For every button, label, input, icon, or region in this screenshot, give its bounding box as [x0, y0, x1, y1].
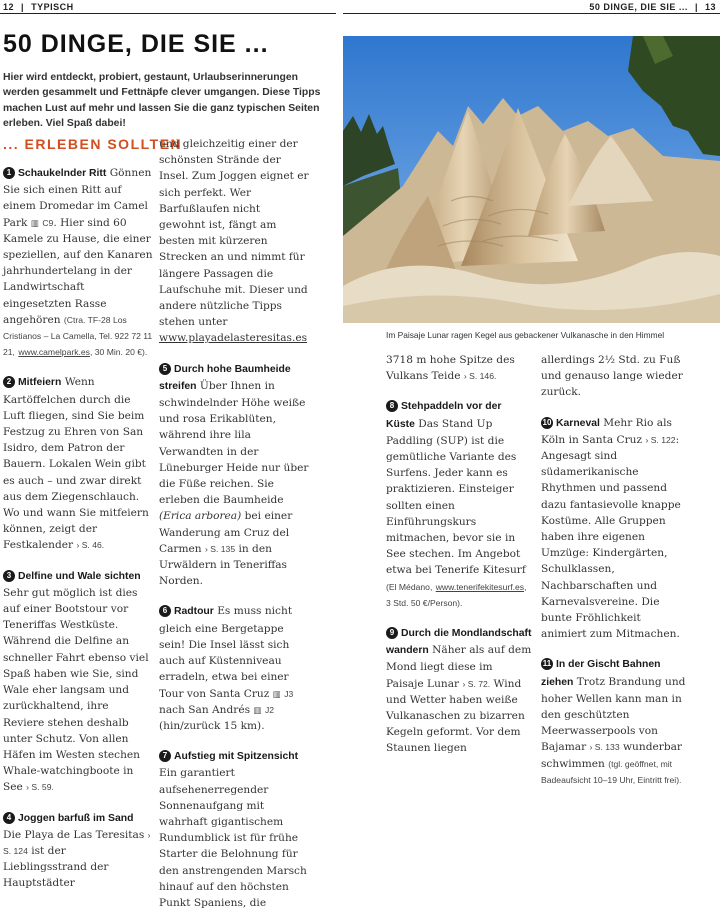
tip-item-7 — [159, 748, 309, 911]
tip-text: Mehr Rio als Köln in Santa Cruz — [541, 416, 672, 446]
tip-text: Über Ihnen in schwindelnder Höhe weiße und rosa Erikablüten, während ihre lila Verwandten in der Lüneburger Heide nur über die Füße reichen. Sie erleben die Baumheide — [159, 379, 309, 507]
tip-number-badge: 3 — [3, 570, 15, 582]
column-2 — [159, 136, 309, 911]
page-number-left: 12 — [3, 2, 15, 12]
intro-text: Hier wird entdeckt, probiert, gestaunt, Urlaubserinnerungen werden gesammelt und Fettnäpfe clever umgangen. Diese Tipps machen Lust auf mehr und lassen Sie die ganz typischen Seiten erleben. Viel Spaß dabei! — [3, 72, 321, 130]
tip-number-badge: 10 — [542, 417, 552, 427]
continued-text — [159, 136, 309, 347]
tip-item-10 — [541, 415, 687, 643]
tip-heading: Radtour — [174, 606, 214, 618]
tip-heading: Stehpaddeln vor der Küste — [386, 401, 502, 430]
tip-item-11 — [541, 656, 687, 788]
tip-number-badge: 4 — [3, 812, 15, 824]
tip-text: in den Urwäldern in Teneriffas Norden. — [159, 542, 287, 588]
tip-item-1 — [3, 165, 153, 360]
tip-text: Das Stand Up Paddling (SUP) ist die gemütliche Variante des Surfens. Jeder kann es praktizieren. Einsteiger sollten einen Einführungskurs mitmachen, bevor sie in See stechen. Im Angebot etwa bei Tenerife Kitesurf — [386, 417, 526, 577]
page-reference[interactable]: › S. 122 — [645, 434, 676, 445]
tip-heading: Mitfeiern — [18, 377, 62, 389]
tip-text: Wenn Kartöffelchen durch die Luft fliegen, sind Sie beim Festzug zu Ehren von San Isidro, dem Patron der Bauern. Lokalen Wein gibt es auch – und zwar direkt aus dem Ziegenschlauch. Wo und wann Sie mitfeiern können, zeigt der Festkalender — [3, 376, 149, 552]
tip-item-3 — [3, 568, 153, 796]
page-reference[interactable]: › S. 135 — [205, 543, 236, 554]
teresitas-link[interactable]: www.playadelasteresitas.es — [159, 332, 308, 345]
running-head-right — [589, 2, 716, 12]
continued-text: allerdings 2½ Std. zu Fuß und genauso lange wieder zurück. — [541, 354, 683, 399]
page-title: 50 DINGE, DIE SIE ... — [3, 30, 269, 58]
tip-number-badge: 2 — [3, 376, 15, 388]
tip-text: Trotz Brandung und hoher Wellen kann man in den geschützten Meerwasserpools von Bajamar — [541, 675, 686, 754]
tip-number-badge: 1 — [3, 167, 15, 179]
tip-item-9 — [386, 625, 533, 757]
header-separator: | — [21, 2, 25, 12]
tip-text: bei einer Wanderung am Cruz del Carmen — [159, 510, 293, 555]
page-reference[interactable]: › S. 133 — [589, 742, 620, 753]
tip-text: Die Playa de Las Teresitas — [3, 828, 145, 841]
tip-item-6 — [159, 603, 309, 734]
page-reference[interactable]: › S. 72. — [462, 678, 491, 689]
tip-number-badge: 9 — [386, 627, 398, 639]
column-1 — [3, 165, 153, 892]
page-reference[interactable]: › S. 59. — [26, 782, 54, 793]
tip-number-badge: 5 — [159, 363, 171, 375]
column-3 — [386, 352, 533, 757]
map-grid-icon: ▥ — [253, 704, 262, 715]
section-subheading: ... ERLEBEN SOLLTEN — [3, 136, 183, 152]
tip-text: Sehr gut möglich ist dies auf einer Bootstour vor Teneriffas Westküste. Während die Delfine an schneller Fahrt ebenso viel Spaß haben wie Sie, sind Wale eher langsam und zurückhaltend, ihre Reviere stehen deshalb unter Schutz. Von allen Häfen im Westen stechen Whale-watchingboote in See — [3, 586, 149, 794]
photo-caption: Im Paisaje Lunar ragen Kegel aus gebackener Vulkanasche in den Himmel — [386, 330, 665, 340]
tip-heading: Aufstieg mit Spitzensicht — [174, 751, 299, 763]
tip-item-8 — [386, 398, 533, 611]
tip-item-4 — [3, 810, 153, 892]
page-number-right: 13 — [704, 2, 716, 12]
map-reference: J3 — [284, 688, 294, 699]
section-label-left: TYPISCH — [31, 2, 74, 12]
tip-text: nach San Andrés — [159, 703, 251, 716]
tip-info: , 3 Std. 50 €/Person). — [386, 581, 527, 608]
tip-item-2 — [3, 374, 153, 553]
tip-number-badge: 6 — [159, 605, 171, 617]
header-rule-right — [343, 13, 720, 14]
tip-text: . Hier sind 60 Kamele zu Hause, die einer speziellen, auf den Kanaren jahrhundertelang in der Landwirtschaft eingesetzten Rasse angehören — [3, 216, 153, 326]
kitesurf-link[interactable]: www.tenerifekitesurf.es — [435, 581, 525, 592]
page-reference[interactable]: › S. 46. — [76, 540, 105, 551]
tip-heading: Joggen barfuß im Sand — [18, 812, 134, 824]
page-reference[interactable]: › S. 146. — [463, 371, 497, 382]
page-reference[interactable]: › S. 124 — [3, 829, 151, 856]
tip-text: : Angesagt sind südamerikanische Rhythmen und passend dazu fantasievolle knappe Kostüme. Alle Gruppen haben ihre eigenen Umzüge: Kindergärten, Schulklassen, Nachbarschaften und Karnevalsvereine. Die bunte Fröhlichkeit animiert zum Mitmachen. — [541, 433, 681, 641]
tip-heading: Durch die Mondlandschaft wandern — [386, 628, 532, 657]
running-head-left — [3, 2, 74, 12]
tip-text: Es muss nicht gleich eine Bergetappe sein! Die Insel lässt sich auch auf Küstenniveau erradeln, etwa bei einer Tour von Santa Cruz — [159, 605, 293, 700]
header-rule-left — [0, 13, 336, 14]
continued-text — [386, 352, 533, 384]
tip-text: Ein garantiert aufsehenerregender Sonnenaufgang mit wahrhaft gigantischem Rundumblick ist für frühe Starter die Belohnung für den anstrengenden Marsch hinauf auf den höchsten Punkt Spaniens, die — [159, 767, 307, 909]
column-4 — [541, 352, 687, 788]
tip-info: (Ctra. TF-28 Los Cristianos – La Camella, Tel. 922 72 11 21, — [3, 314, 153, 358]
tip-heading: Durch hohe Baumheide streifen — [159, 363, 291, 392]
tip-text: Gönnen Sie sich einen Ritt auf einem Dromedar im Camel Park — [3, 167, 152, 229]
latin-name: (Erica arborea) — [159, 510, 242, 523]
tip-number-badge: 7 — [159, 750, 171, 762]
section-label-right: 50 DINGE, DIE SIE ... — [589, 2, 688, 12]
tip-heading: Karneval — [556, 417, 600, 429]
map-grid-icon: ▥ — [30, 217, 39, 228]
tip-text: ist der Lieblingsstrand der Hauptstädter — [3, 844, 109, 890]
tip-text: wunderbar schwimmen — [541, 741, 682, 770]
tip-number-badge: 11 — [542, 659, 552, 669]
tip-heading: Schaukelnder Ritt — [18, 168, 107, 179]
map-grid-icon: ▥ — [272, 688, 281, 699]
tip-info: (tgl. geöffnet, mit Badeaufsicht 10–19 Uhr, Eintritt frei). — [541, 758, 682, 785]
tip-info: , 30 Min. 20 €). — [89, 347, 148, 358]
camelpark-link[interactable]: www.camelpark.es — [18, 347, 90, 358]
tip-text: Wind und Wetter haben weiße Vulkanaschen zu bizarren Kegeln geformt. Vor dem Staunen liegen — [386, 677, 525, 755]
tip-heading: Delfine und Wale sichten — [18, 570, 141, 582]
map-reference: J2 — [264, 704, 275, 715]
tip-text: 3718 m hohe Spitze des Vulkans Teide — [386, 354, 515, 383]
header-separator: | — [694, 2, 698, 12]
lunar-landscape-photo — [343, 36, 720, 323]
tip-text: (hin/zurück 15 km). — [159, 719, 265, 732]
tip-text: Näher als auf dem Mond liegt diese im Paisaje Lunar — [386, 644, 532, 690]
tip-item-5 — [159, 361, 309, 590]
tip-text: und gleichzeitig einer der schönsten Strände der Insel. Zum Joggen eignet er sich perfekt. Wer Barfußlaufen nicht gewohnt ist, fängt am besten mit kürzeren Strecken an und nimmt für längere Passagen die Laufschuhe mit. Dieser und andere nützliche Tipps stehen unter — [159, 138, 309, 329]
tip-number-badge: 8 — [386, 400, 398, 412]
tip-info: (El Médano, — [386, 581, 433, 592]
map-reference: C9 — [42, 217, 54, 228]
tip-heading: In der Gischt Bahnen ziehen — [541, 659, 661, 688]
